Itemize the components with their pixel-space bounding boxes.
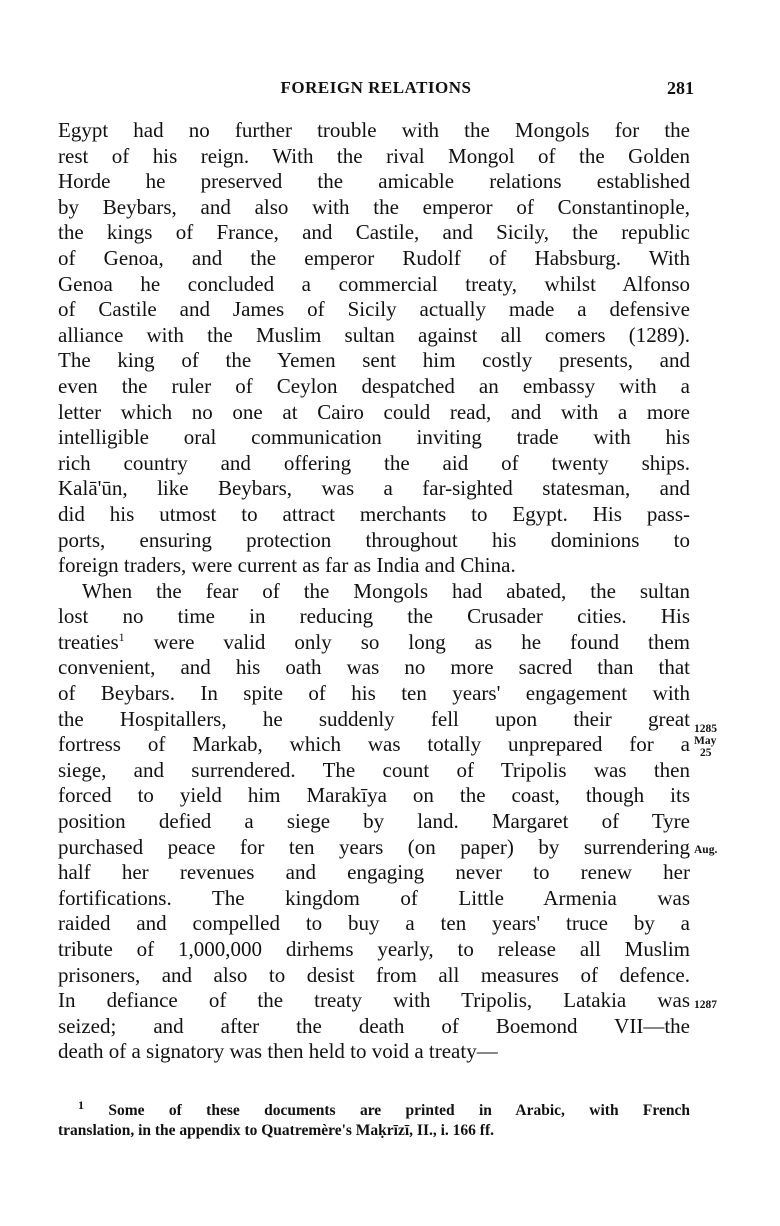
text-line: intelligible oral communication inviting trade with his bbox=[58, 425, 690, 450]
margin-note-year: 1285 bbox=[694, 723, 717, 735]
page-number: 281 bbox=[667, 78, 694, 98]
line-remainder: were valid only so long as he found them bbox=[153, 629, 690, 654]
text-line: of Beybars. In spite of his ten years' engagement with bbox=[58, 681, 690, 706]
text-line: raided and compelled to buy a ten years' truce by a bbox=[58, 911, 690, 936]
text-line: Egypt had no further trouble with the Mongols for the bbox=[58, 118, 690, 142]
text-line: When the fear of the Mongols had abated, the sultan bbox=[82, 578, 690, 603]
footnote bbox=[58, 1101, 690, 1141]
text-line: position defied a siege by land. Margaret of Tyre bbox=[58, 809, 690, 834]
text-line: half her revenues and engaging never to renew her bbox=[58, 860, 690, 885]
text-line: seized; and after the death of Boemond VII—the bbox=[58, 1013, 690, 1038]
text-line: siege, and surrendered. The count of Tripolis was then bbox=[58, 757, 690, 782]
text-line: even the ruler of Ceylon despatched an embassy with a bbox=[58, 373, 690, 398]
footnote-line-2: translation, in the appendix to Quatremère's Maḳrīzī, II., i. 166 ff. bbox=[58, 1122, 494, 1139]
footnote-marker: 1 bbox=[78, 1101, 84, 1112]
text-line: Kalā'ūn, like Beybars, was a far-sighted statesman, and bbox=[58, 476, 690, 501]
text-line: of Castile and James of Sicily actually made a defensive bbox=[58, 297, 690, 322]
margin-note-aug: Aug. bbox=[694, 844, 718, 856]
text-line: ports, ensuring protection throughout his dominions to bbox=[58, 527, 690, 552]
text-line: lost no time in reducing the Crusader cities. His bbox=[58, 604, 690, 629]
text-line-with-footnote bbox=[58, 630, 690, 656]
text-line: rich country and offering the aid of twenty ships. bbox=[58, 450, 690, 475]
margin-note-month: May bbox=[694, 735, 717, 747]
treaties-word: treaties bbox=[58, 629, 119, 654]
text-line: death of a signatory was then held to void a treaty— bbox=[58, 1039, 498, 1064]
footnote-reference: 1 bbox=[118, 629, 125, 644]
text-line: purchased peace for ten years (on paper) by surrendering bbox=[58, 834, 690, 859]
text-line: the kings of France, and Castile, and Sicily, the republic bbox=[58, 220, 690, 245]
text-line: fortress of Markab, which was totally unprepared for a bbox=[58, 732, 690, 757]
body-text bbox=[58, 118, 690, 1065]
text-line: letter which no one at Cairo could read, and with a more bbox=[58, 399, 690, 424]
margin-note-1287: 1287 bbox=[694, 999, 717, 1011]
text-line: prisoners, and also to desist from all measures of defence. bbox=[58, 962, 690, 987]
margin-note-day: 25 bbox=[700, 747, 712, 759]
text-line: Horde he preserved the amicable relations established bbox=[58, 169, 690, 194]
text-line: fortifications. The kingdom of Little Armenia was bbox=[58, 885, 690, 910]
text-line: forced to yield him Marakīya on the coast, though its bbox=[58, 783, 690, 808]
text-line: foreign traders, were current as far as India and China. bbox=[58, 553, 516, 578]
text-line: The king of the Yemen sent him costly presents, and bbox=[58, 348, 690, 373]
text-line: of Genoa, and the emperor Rudolf of Habsburg. With bbox=[58, 245, 690, 270]
margin-note-1285 bbox=[694, 723, 764, 759]
page-header bbox=[58, 78, 694, 102]
text-line: tribute of 1,000,000 dirhems yearly, to release all Muslim bbox=[58, 937, 690, 961]
footnote-line-1 bbox=[58, 1101, 690, 1121]
text-line: did his utmost to attract merchants to Egypt. His pass- bbox=[58, 501, 690, 526]
text-line: In defiance of the treaty with Tripolis, Latakia was bbox=[58, 988, 690, 1013]
running-title: FOREIGN RELATIONS bbox=[280, 78, 472, 97]
text-line: rest of his reign. With the rival Mongol of the Golden bbox=[58, 143, 690, 168]
text-line: Genoa he concluded a commercial treaty, whilst Alfonso bbox=[58, 271, 690, 296]
text-line: the Hospitallers, he suddenly fell upon their great bbox=[58, 706, 690, 731]
footnote-text-1: Some of these documents are printed in Arabic, with French bbox=[108, 1102, 690, 1119]
text-line: convenient, and his oath was no more sacred than that bbox=[58, 655, 690, 680]
text-line: by Beybars, and also with the emperor of Constantinople, bbox=[58, 194, 690, 219]
text-line: alliance with the Muslim sultan against all comers (1289). bbox=[58, 322, 690, 347]
